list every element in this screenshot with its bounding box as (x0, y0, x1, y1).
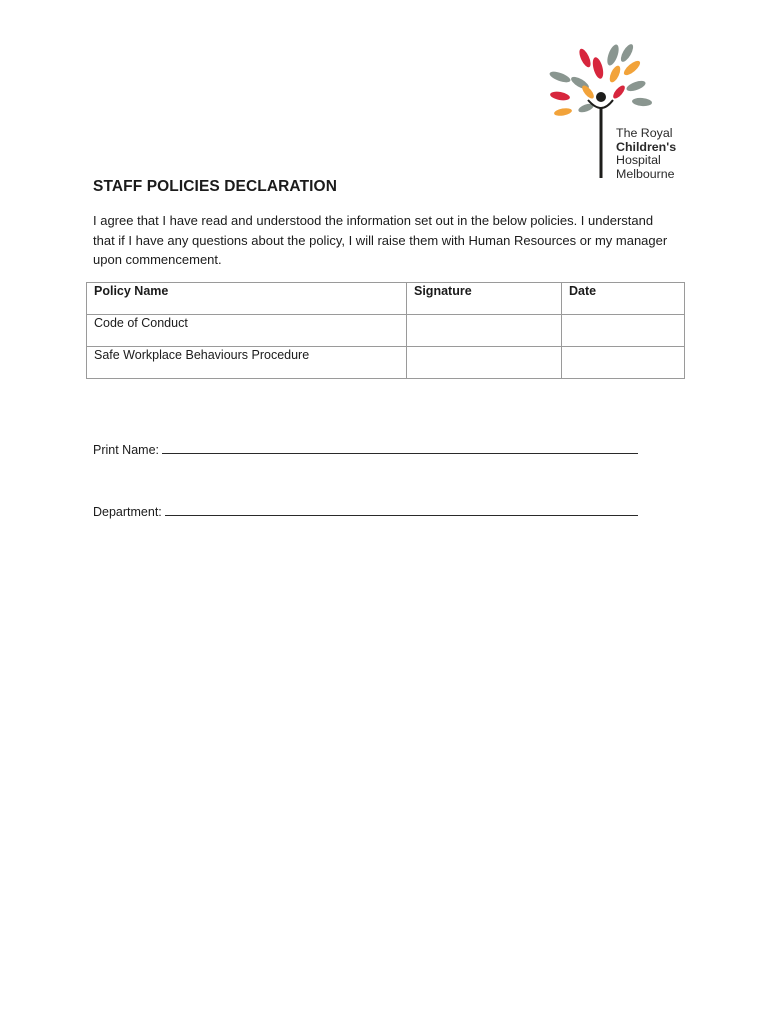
logo-line-4: Melbourne (616, 166, 675, 181)
policies-table (86, 282, 685, 379)
header-policy-name: Policy Name (87, 283, 407, 315)
table-row (87, 315, 685, 347)
date-cell[interactable] (562, 315, 685, 347)
policy-name-cell: Safe Workplace Behaviours Procedure (87, 347, 407, 379)
declaration-paragraph (93, 211, 693, 270)
intro-line-1: I agree that I have read and understood the information set out in the below policies. I understand (93, 213, 654, 228)
signature-cell[interactable] (407, 347, 562, 379)
table-row (87, 347, 685, 379)
intro-line-2: that if I have any questions about the policy, I will raise them with Human Resources or my manager (93, 232, 668, 248)
page-title: STAFF POLICIES DECLARATION (93, 178, 337, 195)
signature-cell[interactable] (407, 315, 562, 347)
print-name-field (93, 440, 638, 457)
logo-line-3: Hospital (616, 153, 661, 167)
department-input-line[interactable] (165, 502, 638, 516)
header-date: Date (562, 283, 685, 315)
logo-figure (588, 92, 613, 178)
department-field (93, 502, 638, 519)
logo-wordmark (616, 127, 676, 181)
policy-name-cell: Code of Conduct (87, 315, 407, 347)
table-header-row (87, 283, 685, 315)
print-name-label: Print Name: (93, 443, 159, 457)
date-cell[interactable] (562, 347, 685, 379)
department-label: Department: (93, 505, 162, 519)
print-name-input-line[interactable] (162, 440, 638, 454)
logo-leaves (548, 42, 652, 117)
header-signature: Signature (407, 283, 562, 315)
logo-line-2: Children's (616, 139, 677, 154)
logo-line-1: The Royal (616, 126, 673, 140)
intro-line-3: upon commencement. (93, 252, 222, 267)
